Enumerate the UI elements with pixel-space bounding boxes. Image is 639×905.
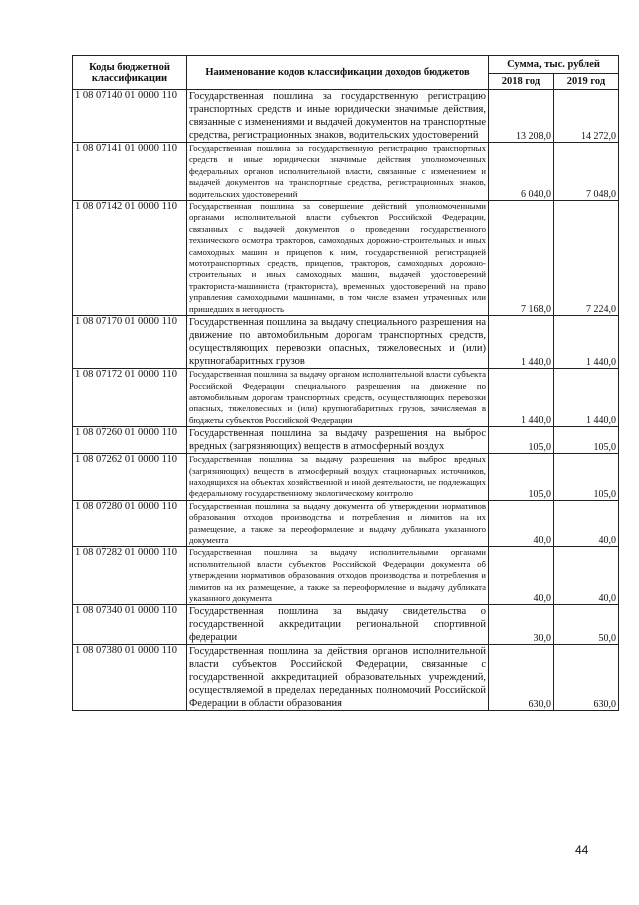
header-name: Наименование кодов классификации доходов бюджетов (187, 56, 489, 90)
page-number: 44 (575, 843, 589, 857)
row-name: Государственная пошлина за выдачу специального разрешения на движение по автомобильным дорогам транспортных средств, осуществляющих перевозки опасных, тяжеловесных и (или) крупногабаритных грузов (187, 316, 489, 369)
row-code: 1 08 07280 01 0000 110 (73, 500, 187, 547)
row-name: Государственная пошлина за выдачу исполнительными органами исполнительной власти субъектов Российской Федерации документа об утверждении нормативов образования отходов производства и потребления и лимитов на их размещение, а также за переоформление и выдачу дубликата указанного документа (187, 547, 489, 605)
row-value-2018: 1 440,0 (489, 369, 554, 427)
header-year-2019: 2019 год (554, 74, 619, 90)
row-name: Государственная пошлина за выдачу свидетельства о государственной аккредитации региональной спортивной федерации (187, 605, 489, 645)
table-row (73, 547, 619, 605)
row-value-2018: 40,0 (489, 500, 554, 547)
table-row (73, 500, 619, 547)
row-name: Государственная пошлина за государственную регистрацию транспортных средств и иные юридически значимые действия уполномоченных федеральных органов исполнительной власти, связанные с изменением и выдачей документов на транспортные средства, регистрационных знаков, водительских удостоверений (187, 143, 489, 201)
header-sum: Сумма, тыс. рублей (489, 56, 619, 74)
row-code: 1 08 07262 01 0000 110 (73, 454, 187, 501)
row-value-2018: 105,0 (489, 427, 554, 454)
row-value-2019: 40,0 (554, 500, 619, 547)
row-name: Государственная пошлина за выдачу документа об утверждении нормативов образования отходов производства и потребления и лимитов на их размещение, а также за переоформление и выдачу дубликата указанного документа (187, 500, 489, 547)
row-name: Государственная пошлина за выдачу органом исполнительной власти субъекта Российской Федерации специального разрешения на движение по автомобильным дорогам транспортных средств, осуществляющих перевозки опасных, тяжеловесных и (или) крупногабаритных грузов, зачисляемая в бюджеты субъектов Российской Федерации (187, 369, 489, 427)
row-code: 1 08 07260 01 0000 110 (73, 427, 187, 454)
row-name: Государственная пошлина за государственную регистрацию транспортных средств и иные юридически значимые действия, связанные с изменениями и выдачей документов на транспортные средства, регистрационных знаков, водительских удостоверений (187, 90, 489, 143)
row-value-2018: 105,0 (489, 454, 554, 501)
row-name: Государственная пошлина за совершение действий уполномоченными органами исполнительной власти субъектов Российской Федерации, связанных с выдачей документов о проведении государственного технического осмотра тракторов, самоходных дорожно-строительных и иных самоходных машин и прицепов к ним, государственной регистрацией мототранспортных средств, прицепов, тракторов, самоходных дорожно-строительных и иных самоходных машин, выдачей удостоверений тракториста-машиниста (тракториста), временных удостоверений на право управления самоходными машинами, в том числе взамен утраченных или пришедших в негодность (187, 201, 489, 316)
row-value-2019: 7 048,0 (554, 143, 619, 201)
row-value-2019: 105,0 (554, 454, 619, 501)
table-row (73, 316, 619, 369)
table-row (73, 90, 619, 143)
row-code: 1 08 07170 01 0000 110 (73, 316, 187, 369)
row-code: 1 08 07340 01 0000 110 (73, 605, 187, 645)
header-codes: Коды бюджетной классификации (73, 56, 187, 90)
row-value-2018: 630,0 (489, 645, 554, 711)
table-row (73, 201, 619, 316)
row-value-2018: 6 040,0 (489, 143, 554, 201)
table-row (73, 454, 619, 501)
row-value-2019: 1 440,0 (554, 316, 619, 369)
header-year-2018: 2018 год (489, 74, 554, 90)
row-code: 1 08 07141 01 0000 110 (73, 143, 187, 201)
row-code: 1 08 07172 01 0000 110 (73, 369, 187, 427)
row-value-2019: 7 224,0 (554, 201, 619, 316)
table-row (73, 143, 619, 201)
row-value-2019: 105,0 (554, 427, 619, 454)
table-row (73, 427, 619, 454)
row-value-2018: 13 208,0 (489, 90, 554, 143)
row-code: 1 08 07282 01 0000 110 (73, 547, 187, 605)
table-row (73, 645, 619, 711)
row-value-2019: 50,0 (554, 605, 619, 645)
row-name: Государственная пошлина за выдачу разрешения на выброс вредных (загрязняющих) веществ в атмосферный воздух (187, 427, 489, 454)
table-row (73, 369, 619, 427)
row-value-2019: 630,0 (554, 645, 619, 711)
row-code: 1 08 07380 01 0000 110 (73, 645, 187, 711)
budget-revenue-table (72, 55, 619, 711)
row-value-2019: 1 440,0 (554, 369, 619, 427)
row-value-2018: 30,0 (489, 605, 554, 645)
row-name: Государственная пошлина за действия органов исполнительной власти субъектов Российской Федерации, связанные с государственной аккредитацией образовательных учреждений, осуществляемой в пределах переданных полномочий Российской Федерации в области образования (187, 645, 489, 711)
row-code: 1 08 07140 01 0000 110 (73, 90, 187, 143)
row-value-2018: 40,0 (489, 547, 554, 605)
row-code: 1 08 07142 01 0000 110 (73, 201, 187, 316)
row-value-2018: 7 168,0 (489, 201, 554, 316)
row-name: Государственная пошлина за выдачу разрешения на выброс вредных (загрязняющих) веществ в атмосферный воздух стационарных источников, находящихся на объектах хозяйственной и иной деятельности, не подлежащих федеральному государственному экологическому контролю (187, 454, 489, 501)
row-value-2019: 40,0 (554, 547, 619, 605)
table-row (73, 605, 619, 645)
row-value-2018: 1 440,0 (489, 316, 554, 369)
row-value-2019: 14 272,0 (554, 90, 619, 143)
